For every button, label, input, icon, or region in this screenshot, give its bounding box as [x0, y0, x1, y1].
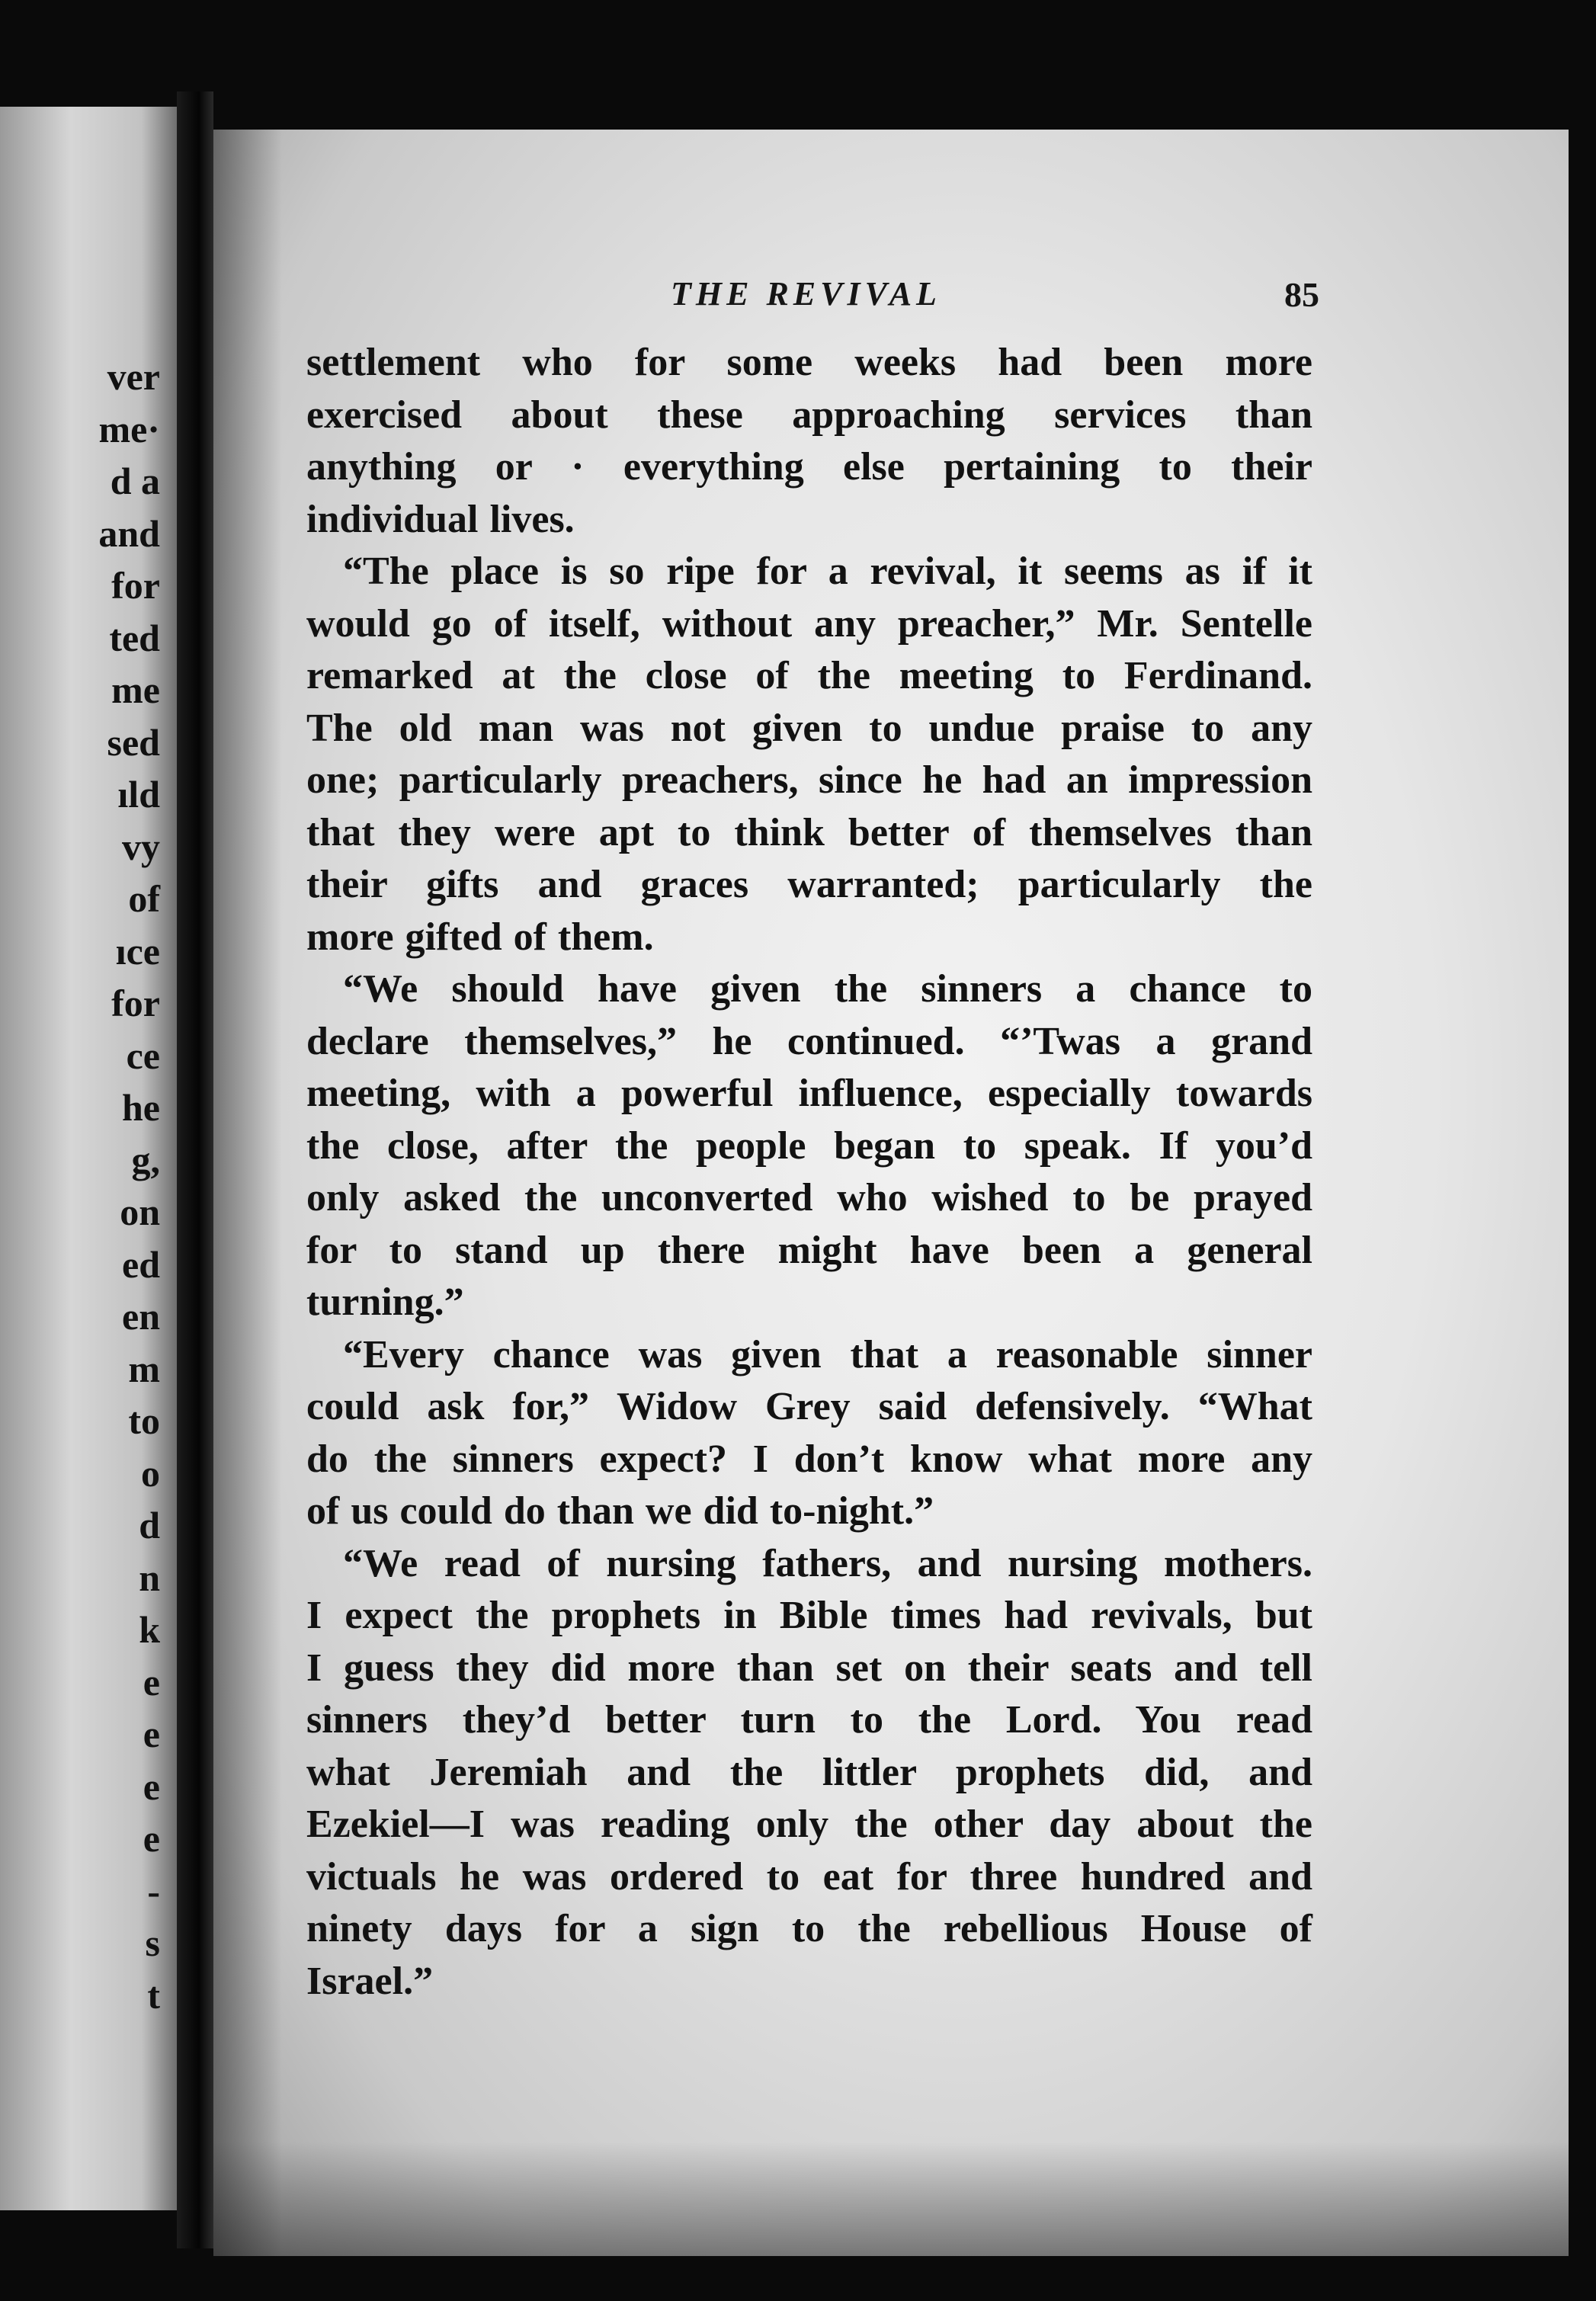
text-line: remarked at the close of the meeting to Ferdinand. — [306, 654, 1312, 697]
previous-page-fragment: k — [139, 1608, 160, 1651]
running-title: THE REVIVAL — [671, 275, 941, 312]
body-text — [306, 337, 1312, 2008]
previous-page-fragment: m — [128, 1347, 160, 1390]
previous-page-fragment: to — [128, 1399, 160, 1442]
text-line: of us could do than we did to-night.” — [306, 1489, 934, 1533]
text-line: Israel.” — [306, 1959, 434, 2003]
text-line: that they were apt to think better of themselves than — [306, 810, 1312, 854]
previous-page-fragment: me· — [98, 407, 160, 450]
previous-page-fragment: he — [122, 1086, 160, 1129]
text-line: do the sinners expect? I don’t know what more any — [306, 1437, 1312, 1481]
text-line: “The place is so ripe for a revival, it seems as if it — [343, 550, 1312, 593]
previous-page-fragment: me — [111, 668, 160, 711]
text-line: only asked the unconverted who wished to be prayed — [306, 1176, 1312, 1219]
previous-page-fragment: o — [141, 1451, 160, 1495]
previous-page-fragment: e — [143, 1713, 160, 1755]
text-line: what Jeremiah and the littler prophets did, and — [306, 1750, 1312, 1794]
text-line: settlement who for some weeks had been more — [306, 341, 1312, 384]
previous-page-fragment: of — [128, 877, 160, 920]
text-line: could ask for,” Widow Grey said defensively. “What — [306, 1385, 1312, 1428]
previous-page-fragment: e — [143, 1817, 160, 1860]
text-line: their gifts and graces warranted; particularly the — [306, 863, 1312, 906]
text-line: one; particularly preachers, since he had an impression — [306, 758, 1312, 802]
text-line: more gifted of them. — [306, 915, 654, 959]
text-line: sinners they’d better turn to the Lord. You read — [306, 1698, 1312, 1742]
previous-page-fragment: s — [145, 1921, 160, 1964]
previous-page-fragment: ted — [109, 616, 160, 659]
text-line: victuals he was ordered to eat for three hundred and — [306, 1854, 1312, 1899]
text-line: ninety days for a sign to the rebellious House of — [306, 1907, 1312, 1950]
previous-page-fragment: for — [111, 564, 160, 607]
previous-page-fragment: for — [111, 982, 160, 1024]
text-line: turning.” — [306, 1280, 464, 1324]
text-line: would go of itself, without any preacher,” Mr. Sentelle — [306, 601, 1312, 646]
text-line: the close, after the people began to speak. If you’d — [306, 1123, 1312, 1168]
text-line: declare themselves,” he continued. “’Twas a grand — [306, 1019, 1312, 1063]
previous-page-fragment: on — [120, 1191, 160, 1233]
previous-page-fragment: ce — [126, 1034, 160, 1077]
previous-page-fragment: g, — [131, 1138, 160, 1181]
text-line: anything or · everything else pertaining to their — [306, 445, 1312, 489]
running-head — [213, 274, 1569, 320]
previous-page-edge — [0, 107, 177, 2210]
page-number: 85 — [1284, 275, 1319, 314]
text-line: I guess they did more than set on their seats and tell — [306, 1646, 1312, 1690]
previous-page-fragment: e — [143, 1660, 160, 1703]
text-line: meeting, with a powerful influence, especially towards — [306, 1072, 1312, 1115]
previous-page-fragment: and — [98, 511, 160, 555]
previous-page-fragment: ıce — [115, 929, 160, 973]
previous-page-fragment: - — [147, 1869, 160, 1912]
previous-page-fragment: ver — [107, 355, 160, 398]
previous-page-fragment: d a — [110, 460, 160, 502]
text-line: “Every chance was given that a reasonable sinner — [343, 1332, 1312, 1376]
previous-page-fragment: vy — [122, 825, 160, 868]
previous-page-fragment: sed — [107, 720, 160, 764]
text-line: “We should have given the sinners a chance to — [343, 967, 1312, 1011]
book-gutter — [177, 91, 213, 2248]
text-line: exercised about these approaching services than — [306, 393, 1312, 437]
previous-page-fragment: en — [122, 1295, 160, 1338]
previous-page-fragment: t — [147, 1973, 160, 2017]
text-line: “We read of nursing fathers, and nursing mothers. — [343, 1541, 1312, 1585]
text-line: Ezekiel—I was reading only the other day about the — [306, 1803, 1312, 1846]
text-line: I expect the prophets in Bible times had revivals, but — [306, 1594, 1312, 1637]
previous-page-fragment: e — [143, 1764, 160, 1808]
text-line: The old man was not given to undue praise to any — [306, 706, 1312, 750]
text-line: for to stand up there might have been a general — [306, 1228, 1312, 1272]
book-page — [213, 130, 1569, 2256]
previous-page-fragment: ed — [122, 1242, 160, 1286]
text-line: individual lives. — [306, 497, 575, 541]
previous-page-fragment: n — [139, 1556, 160, 1599]
previous-page-fragment: d — [139, 1504, 160, 1546]
previous-page-fragment: ıld — [117, 773, 160, 816]
